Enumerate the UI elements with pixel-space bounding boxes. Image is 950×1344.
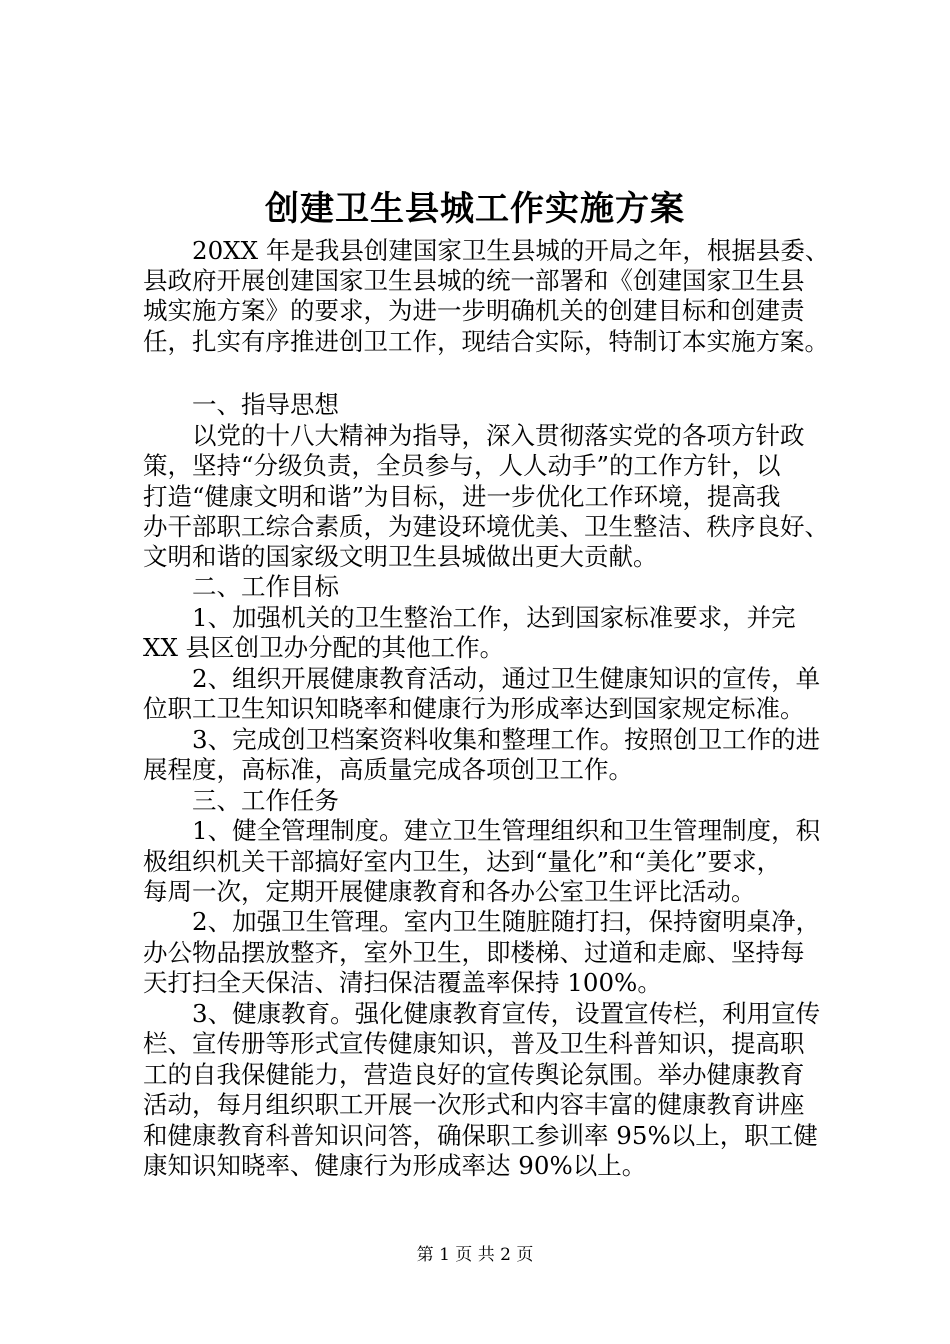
section-heading: 一、指导思想 [143,390,339,419]
section-heading: 二、工作目标 [143,572,339,601]
body-line: XX 县区创卫办分配的其他工作。 [143,633,505,662]
body-line: 和健康教育科普知识问答，确保职工参训率 95%以上，职工健 [143,1121,818,1150]
body-line: 任，扎实有序推进创卫工作，现结合实际，特制订本实施方案。 [143,327,829,356]
body-line: 每周一次，定期开展健康教育和各办公室卫生评比活动。 [143,877,756,906]
body-line: 1、加强机关的卫生整治工作，达到国家标准要求，并完 [143,603,796,632]
body-line: 办公物品摆放整齐，室外卫生，即楼梯、过道和走廊、坚持每 [143,938,805,967]
body-line: 极组织机关干部搞好室内卫生，达到“量化”和“美化”要求， [143,847,782,876]
body-line: 打造“健康文明和谐”为目标，进一步优化工作环境，提高我 [143,482,781,511]
page-number-footer: 第 1 页 共 2 页 [416,1245,534,1265]
body-line: 1、健全管理制度。建立卫生管理组织和卫生管理制度，积 [143,816,821,845]
body-line: 办干部职工综合素质，为建设环境优美、卫生整洁、秩序良好、 [143,512,829,541]
body-line: 活动，每月组织职工开展一次形式和内容丰富的健康教育讲座 [143,1090,805,1119]
body-line: 20XX 年是我县创建国家卫生县城的开局之年，根据县委、 [143,236,830,265]
body-line: 工的自我保健能力，营造良好的宣传舆论氛围。举办健康教育 [143,1060,805,1089]
body-line: 位职工卫生知识知晓率和健康行为形成率达到国家规定标准。 [143,694,805,723]
section-heading: 三、工作任务 [143,786,339,815]
body-line: 2、加强卫生管理。室内卫生随脏随打扫，保持窗明桌净， [143,907,821,936]
body-line: 康知识知晓率、健康行为形成率达 90%以上。 [143,1151,647,1180]
body-line: 以党的十八大精神为指导，深入贯彻落实党的各项方针政 [143,421,805,450]
body-line: 文明和谐的国家级文明卫生县城做出更大贡献。 [143,542,658,571]
body-line: 3、健康教育。强化健康教育宣传，设置宣传栏，利用宣传 [143,999,821,1028]
body-line: 栏、宣传册等形式宣传健康知识，普及卫生科普知识，提高职 [143,1029,805,1058]
body-line: 城实施方案》的要求，为进一步明确机关的创建目标和创建责 [143,296,805,325]
body-line: 展程度，高标准，高质量完成各项创卫工作。 [143,755,633,784]
document-title: 创建卫生县城工作实施方案 [265,189,685,229]
body-line: 2、组织开展健康教育活动，通过卫生健康知识的宣传，单 [143,664,821,693]
body-line: 天打扫全天保洁、清扫保洁覆盖率保持 100%。 [143,968,662,997]
body-line: 3、完成创卫档案资料收集和整理工作。按照创卫工作的进 [143,725,821,754]
body-line: 县政府开展创建国家卫生县城的统一部署和《创建国家卫生县 [143,266,805,295]
body-line: 策，坚持“分级负责，全员参与，人人动手”的工作方针，以 [143,451,781,480]
